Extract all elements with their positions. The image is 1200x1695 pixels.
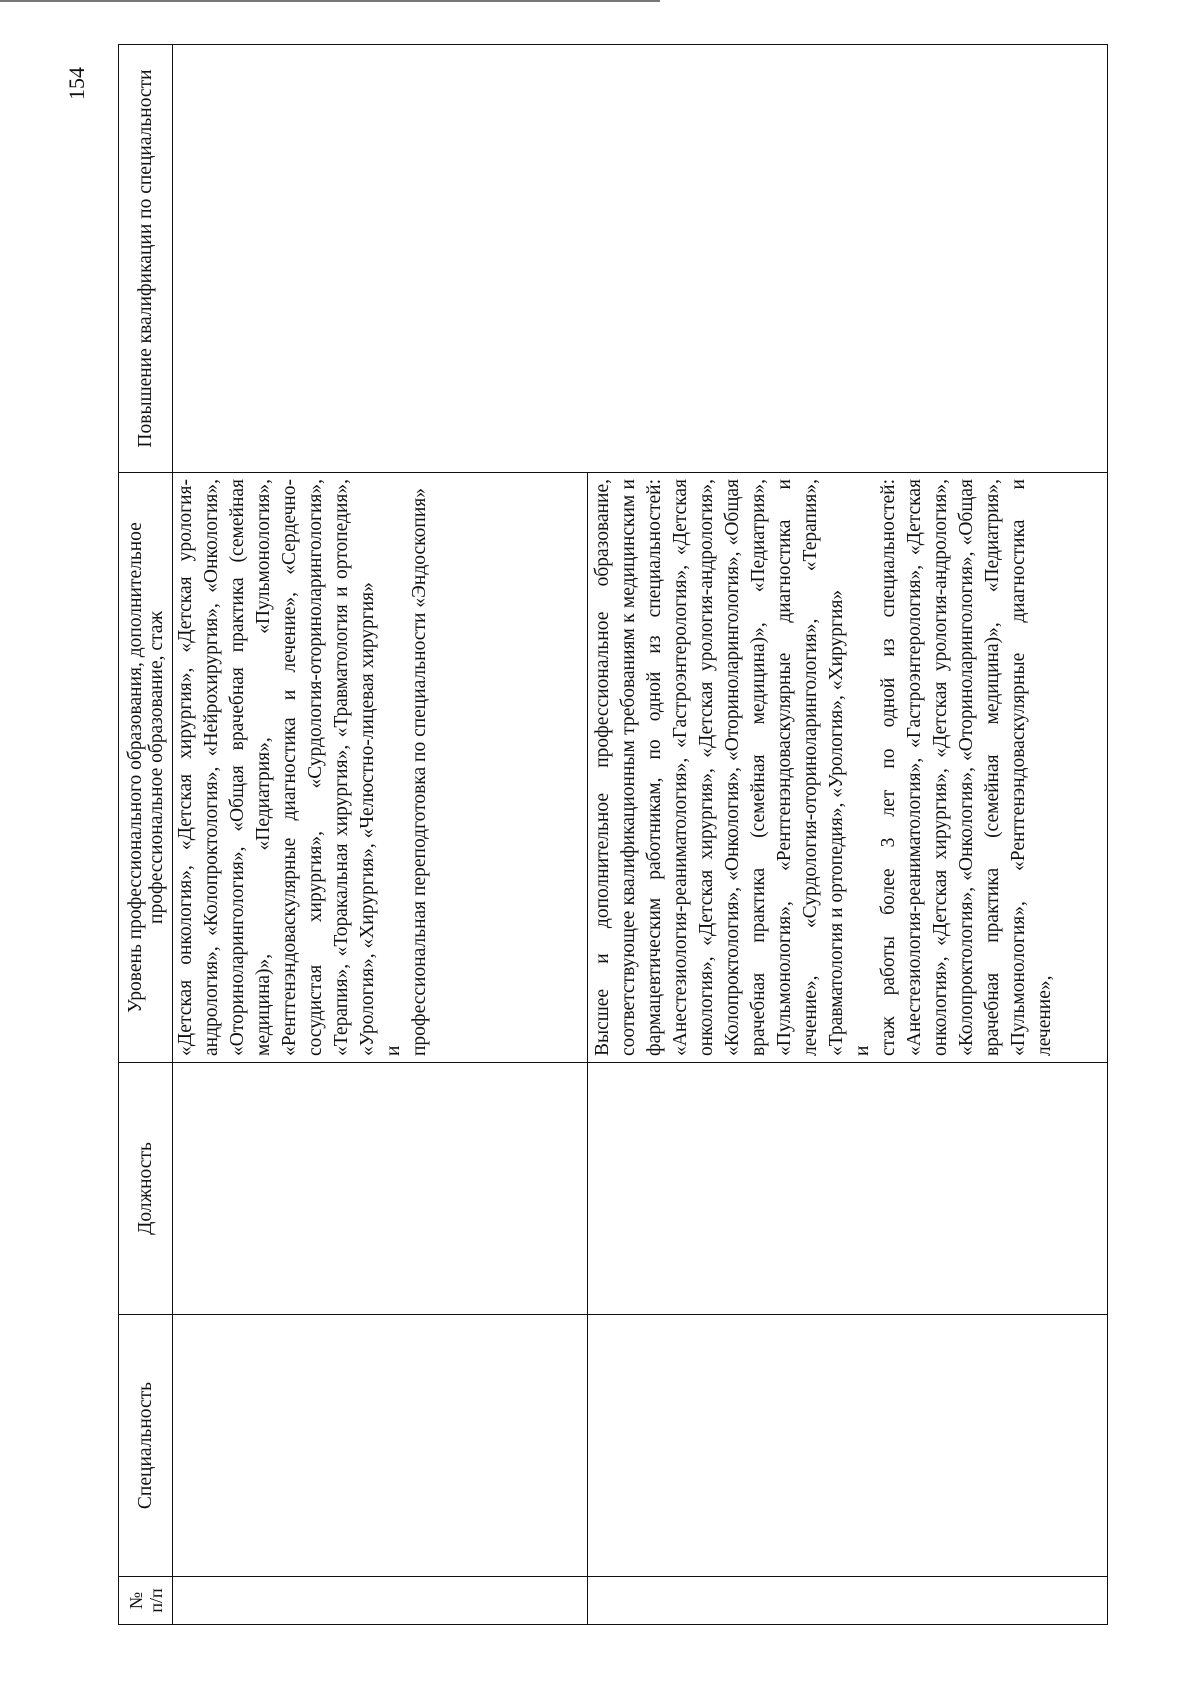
cell-specialty bbox=[173, 1315, 588, 1577]
header-education: Уровень профессионального образования, дополнительное профессиональное образование, стаж bbox=[119, 473, 173, 1063]
header-position: Должность bbox=[119, 1063, 173, 1315]
qualification-table-rotated bbox=[118, 45, 1108, 1625]
page-number: 154 bbox=[64, 67, 89, 100]
education-paragraph: Высшее и дополнительное профессиональное образование, соответствующее квалификационным требованиям к медицинским и фармацевтическим работникам, по одной из специальностей: «Анестезиология-реаниматология», «Гастроэнтерология», «Детская онкология», «Детская хирургия», «Детская урология-андрология», «Колопроктология», «Онкология», «Оториноларингология», «Общая врачебная практика (семейная медицина)», «Педиатрия», «Пульмонология», «Рентгенэндоваскулярные диагностика и лечение», «Сурдология-оториноларингология», «Терапия», «Травматология и ортопедия», «Урология», «Хирургия» bbox=[592, 479, 847, 1056]
education-paragraph: «Детская онкология», «Детская хирургия», «Детская урология-андрология», «Колопроктология», «Нейрохирургия», «Онкология», «Оториноларингология», «Общая врачебная практика (семейная медицина)», «Педиатрия», «Пульмонология», «Рентгенэндоваскулярные диагностика и лечение», «Сердечно-сосудистая хирургия», «Сурдология-оториноларингология», «Терапия», «Торакальная хирургия», «Травматология и ортопедия», «Урология», «Хирургия», «Челюстно-лицевая хирургия» bbox=[175, 479, 378, 1056]
cell-specialty bbox=[588, 1315, 1108, 1577]
cell-education bbox=[588, 473, 1108, 1063]
scan-edge-line bbox=[0, 0, 660, 2]
education-paragraph: стаж работы более 3 лет по одной из специальностей: «Анестезиология-реаниматология», «Гастроэнтерология», «Детская онкология», «Детская хирургия», «Детская урология-андрология», «Колопроктология», «Онкология», «Оториноларингология», «Общая врачебная практика (семейная медицина)», «Педиатрия», «Пульмонология», «Рентгенэндоваскулярные диагностика и лечение», bbox=[878, 479, 1055, 1056]
header-num: № п/п bbox=[119, 1577, 173, 1625]
cell-position bbox=[173, 1063, 588, 1315]
table-header-row bbox=[119, 45, 173, 1625]
education-conjunction: и bbox=[383, 1045, 404, 1056]
qualification-table bbox=[118, 44, 1108, 1625]
cell-education bbox=[173, 473, 588, 1063]
cell-position bbox=[588, 1063, 1108, 1315]
education-paragraph: профессиональная переподготовка по специальности «Эндоскопия» bbox=[409, 488, 430, 1056]
cell-num bbox=[173, 1577, 588, 1625]
education-conjunction: и bbox=[852, 1045, 873, 1056]
header-specialty: Специальность bbox=[119, 1315, 173, 1577]
table-row bbox=[173, 45, 588, 1625]
header-qualification: Повышение квалификации по специальности bbox=[119, 45, 173, 473]
cell-num bbox=[588, 1577, 1108, 1625]
cell-qualification bbox=[173, 45, 1108, 473]
